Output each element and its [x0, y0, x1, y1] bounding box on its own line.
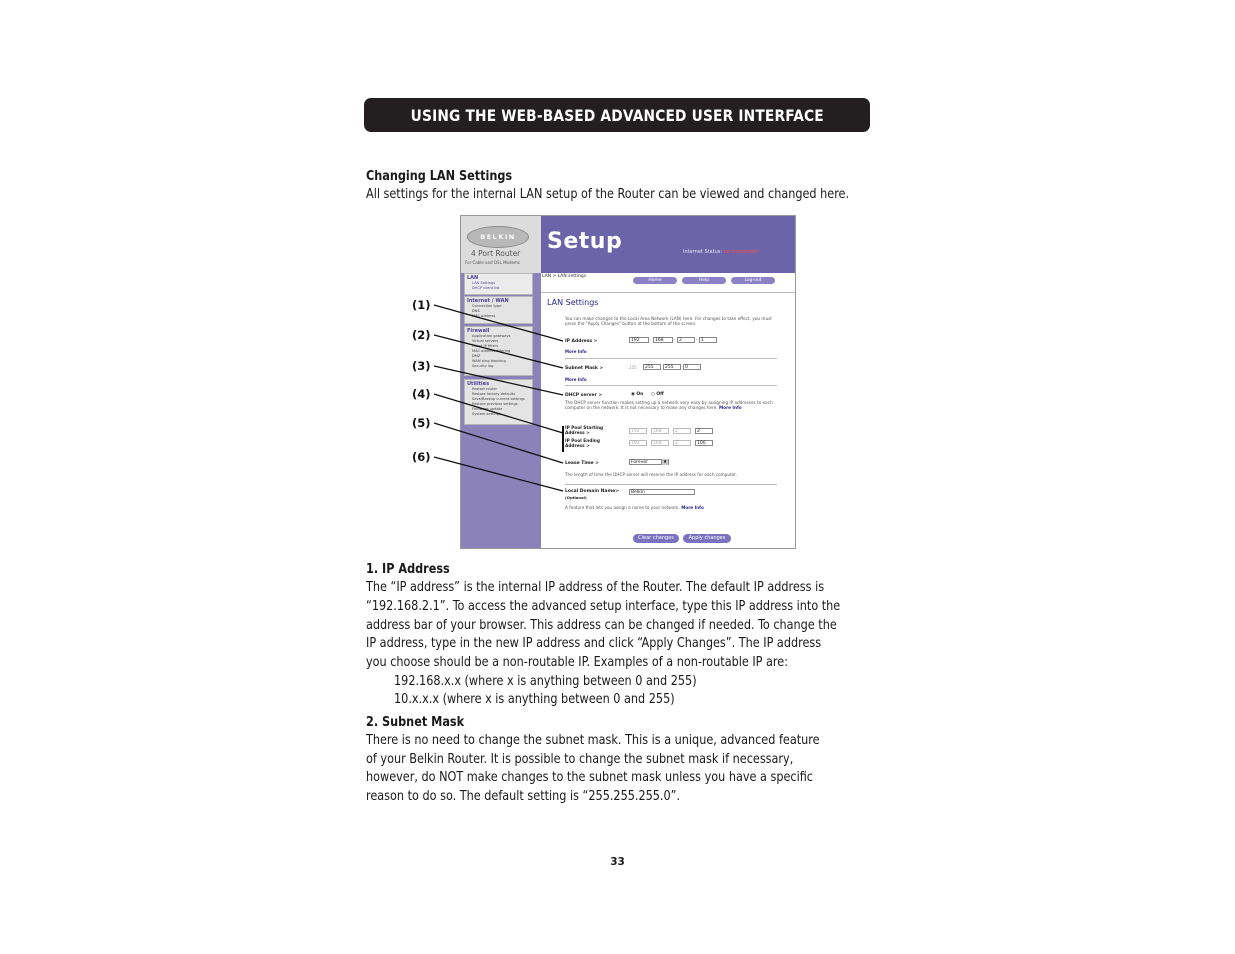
home-button[interactable]: Home: [633, 277, 677, 284]
section2-line: [366, 731, 859, 750]
pool-end-octet-2: 168: [651, 440, 669, 446]
pool-start-octet-2: 168: [651, 428, 669, 434]
dhcp-off-radio[interactable]: ○ Off: [651, 392, 664, 397]
sidebar-item-restore-defaults[interactable]: Restore factory defaults: [472, 392, 516, 396]
divider: [565, 385, 777, 386]
section2-line: [366, 768, 852, 787]
ip-dot: .: [696, 336, 698, 342]
product-name: 4 Port Router: [471, 249, 521, 258]
sidebar-item-restart-router[interactable]: Restart router: [472, 387, 498, 391]
section2-line: [366, 787, 707, 806]
pool-start-octet-3: 2: [673, 428, 691, 434]
section2-line-text: reason to do so. The default setting is “255.255.255.0”.: [366, 788, 681, 804]
sidebar-item-mac-filtering[interactable]: MAC address filtering: [472, 349, 511, 353]
sidebar-head-internet-wan[interactable]: Internet / WAN: [467, 298, 509, 304]
section2-heading-text: 2. Subnet Mask: [366, 714, 465, 730]
logout-button[interactable]: Log-out: [731, 277, 775, 284]
section2-line: [366, 750, 830, 769]
sidebar-head-firewall[interactable]: Firewall: [467, 328, 490, 334]
section1-line: [366, 634, 861, 653]
sidebar-section-firewall: [464, 326, 533, 376]
domain-optional-label: (Optional): [565, 495, 587, 500]
lease-time-select[interactable]: [629, 459, 669, 465]
dhcp-off-label: Off: [656, 392, 664, 397]
sidebar-section-internet-wan: [464, 296, 533, 324]
intro-heading: [366, 167, 525, 186]
dhcp-note: [565, 400, 775, 410]
callout-label-1: (1): [412, 298, 431, 312]
domain-note-text: A feature that lets you assign a name to your network.: [565, 505, 680, 510]
ip-octet-2[interactable]: 168: [653, 337, 673, 343]
sidebar-item-security-log[interactable]: Security log: [472, 364, 494, 368]
setup-title: Setup: [547, 229, 623, 254]
dhcp-more-info-link[interactable]: More Info: [719, 405, 742, 410]
ip-octet-4[interactable]: 1: [699, 337, 717, 343]
product-subtitle: For Cable and DSL Modems: [465, 260, 520, 265]
lease-note: The length of time the DHCP server will reserve the IP address for each computer.: [565, 472, 737, 477]
pool-start-octet-1: 192: [629, 428, 647, 434]
sidebar-head-utilities[interactable]: Utilities: [467, 381, 490, 387]
subnet-octet-2[interactable]: 255: [643, 364, 661, 370]
lan-intro-note: You can make changes to the Local Area Network (LAN) here. For changes to take effect, you must press the "Apply Changes" button at the bottom of the screen.: [565, 316, 772, 326]
clear-changes-button[interactable]: Clear changes: [633, 534, 679, 543]
dhcp-note-text: The DHCP server function makes setting up a network very easy by assigning IP addresses to each computer on the network. It is not necessary to make any changes here.: [565, 400, 773, 410]
ip-dot: .: [650, 336, 652, 342]
section1-heading: [366, 560, 457, 579]
section1-heading-text: 1. IP Address: [366, 561, 450, 577]
divider: [565, 484, 777, 485]
domain-name-label: Local Domain Name>: [565, 489, 619, 494]
chevron-down-icon: ▼: [661, 459, 668, 465]
callout-label-3: (3): [412, 359, 431, 373]
nav-divider: [541, 292, 795, 293]
domain-note: [565, 505, 775, 510]
sidebar-item-mac-address[interactable]: MAC address: [472, 314, 496, 318]
pool-start-octet-4[interactable]: 2: [695, 428, 713, 434]
pool-end-octet-1: 192: [629, 440, 647, 446]
sidebar-head-lan[interactable]: LAN: [467, 275, 479, 281]
callout-label-2: (2): [412, 328, 431, 342]
help-button[interactable]: Help: [682, 277, 726, 284]
domain-name-input[interactable]: Belkin: [629, 489, 695, 495]
subnet-octet-1: 255: [629, 365, 637, 370]
sidebar-item-save-backup[interactable]: Save/Backup current settings: [472, 397, 525, 401]
example-ip-2: [394, 690, 699, 709]
subnet-more-info-link[interactable]: More Info: [565, 377, 587, 382]
intro-text: [366, 185, 891, 204]
subnet-mask-label: Subnet Mask >: [565, 366, 604, 371]
apply-changes-button[interactable]: Apply changes: [683, 534, 731, 543]
ip-address-label: IP Address >: [565, 339, 598, 344]
domain-more-info-link[interactable]: More Info: [681, 505, 704, 510]
subnet-octet-3[interactable]: 255: [663, 364, 681, 370]
sidebar-item-application-gateways[interactable]: Application gateways: [472, 334, 511, 338]
sidebar-item-firmware-update[interactable]: Firmware update: [472, 407, 503, 411]
sidebar-item-client-ip-filters[interactable]: Client IP filters: [472, 344, 499, 348]
sidebar-section-lan: [464, 273, 533, 295]
subnet-octet-4[interactable]: 0: [683, 364, 701, 370]
section2-line-text: however, do NOT make changes to the subnet mask unless you have a specific: [366, 769, 813, 785]
sidebar-item-dmz[interactable]: DMZ: [472, 354, 481, 358]
dhcp-pool-bracket: [562, 426, 564, 452]
section-header-bar: [364, 98, 870, 132]
example-ip-2-text: 10.x.x.x (where x is anything between 0 and 255): [394, 691, 675, 707]
sidebar-item-system-settings[interactable]: System settings: [472, 412, 501, 416]
section1-line-text: “192.168.2.1”. To access the advanced setup interface, type this IP address into the: [366, 598, 841, 614]
section1-line: [366, 616, 878, 635]
callout-label-6: (6): [412, 450, 431, 464]
main-panel: [541, 273, 795, 548]
section2-heading: [366, 713, 473, 732]
internet-status: [683, 249, 759, 255]
lease-time-value: Forever: [631, 460, 648, 465]
callout-label-5: (5): [412, 416, 431, 430]
sidebar-item-wan-ping-blocking[interactable]: WAN ping blocking: [472, 359, 506, 363]
lease-time-label: Lease Time >: [565, 461, 599, 466]
ip-octet-3[interactable]: 2: [677, 337, 695, 343]
section1-line-text: address bar of your browser. This address can be changed if needed. To change the: [366, 617, 837, 633]
section-header-title: USING THE WEB-BASED ADVANCED USER INTERFACE: [410, 105, 824, 125]
pool-end-octet-3: 2: [673, 440, 691, 446]
pool-start-label: IP Pool Starting Address >: [565, 426, 604, 436]
section1-line: [366, 578, 864, 597]
sidebar-item-lan-settings[interactable]: LAN Settings: [472, 281, 496, 285]
internet-status-label: Internet Status:: [683, 249, 723, 255]
pool-end-label: IP Pool Ending Address >: [565, 439, 600, 449]
lan-settings-title: LAN Settings: [547, 298, 599, 307]
section1-line-text: IP address, type in the new IP address and click “Apply Changes”. The IP address: [366, 635, 822, 651]
sidebar-item-virtual-servers[interactable]: Virtual servers: [472, 339, 499, 343]
intro-text-span: All settings for the internal LAN setup of the Router can be viewed and changed here.: [366, 186, 850, 202]
sidebar: [461, 273, 541, 548]
ip-more-info-link[interactable]: More Info: [565, 349, 587, 354]
section1-line-text: you choose should be a non-routable IP. Examples of a non-routable IP are:: [366, 654, 788, 670]
section1-line: [366, 597, 881, 616]
section1-line: [366, 653, 825, 672]
section1-line-text: The “IP address” is the internal IP address of the Router. The default IP address is: [366, 579, 825, 595]
intro-heading-text: Changing LAN Settings: [366, 168, 513, 184]
page-number: 33: [610, 856, 625, 868]
sidebar-item-dns[interactable]: DNS: [472, 309, 480, 313]
internet-status-value: no connection: [723, 249, 760, 255]
dhcp-server-label: DHCP server >: [565, 393, 603, 398]
divider: [565, 358, 777, 359]
ip-dot: .: [674, 336, 676, 342]
example-ip-1: [394, 672, 723, 691]
dhcp-on-label: On: [636, 392, 644, 397]
sidebar-item-dhcp-client-list[interactable]: DHCP client list: [472, 286, 500, 290]
section2-line-text: There is no need to change the subnet mask. This is a unique, advanced feature: [366, 732, 820, 748]
router-setup-screenshot: [460, 215, 796, 549]
pool-end-octet-4[interactable]: 100: [695, 440, 713, 446]
example-ip-1-text: 192.168.x.x (where x is anything between 0 and 255): [394, 673, 697, 689]
sidebar-item-restore-previous[interactable]: Restore previous settings: [472, 402, 518, 406]
belkin-logo: BELKIN: [467, 226, 529, 248]
sidebar-section-utilities: [464, 379, 533, 425]
callout-label-4: (4): [412, 387, 431, 401]
ip-octet-1[interactable]: 192: [629, 337, 649, 343]
section2-line-text: of your Belkin Router. It is possible to change the subnet mask if necessary,: [366, 751, 794, 767]
sidebar-item-connection-type[interactable]: Connection type: [472, 304, 502, 308]
dhcp-on-radio[interactable]: ◉ On: [631, 392, 644, 397]
breadcrumb: LAN > LAN settings: [542, 274, 587, 279]
